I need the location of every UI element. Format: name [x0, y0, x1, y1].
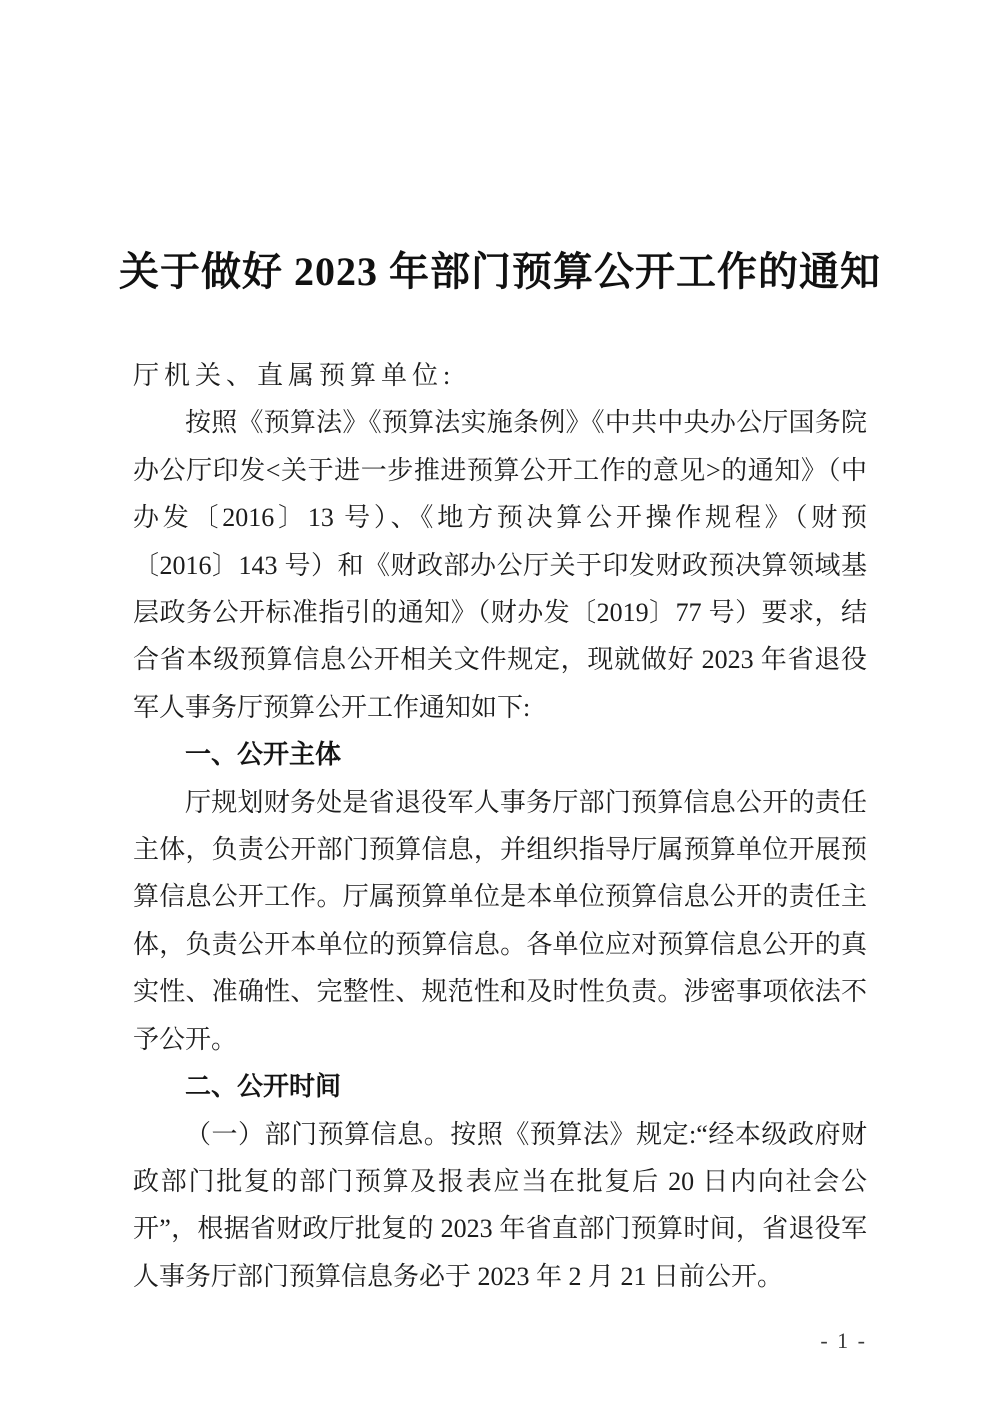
section-paragraph-disclosure-time: （一）部门预算信息。按照《预算法》规定:“经本级政府财政部门批复的部门预算及报表应当在批复后 20 日内向社会公开”，根据省财政厅批复的 2023 年省直部门预算时间，省退役军人事务厅部门预算信息务必于 2023 年 2 月 21 日前公开。 [133, 1119, 867, 1291]
salutation-line: 厅机关、直属预算单位: [133, 361, 456, 390]
section-heading-disclosure-time: 二、公开时间 [185, 1071, 342, 1102]
section-heading-disclosure-subject: 一、公开主体 [185, 739, 342, 770]
document-body [133, 352, 867, 1300]
section-paragraph-disclosure-subject: 厅规划财务处是省退役军人事务厅部门预算信息公开的责任主体，负责公开部门预算信息，并组织指导厅属预算单位开展预算信息公开工作。厅属预算单位是本单位预算信息公开的责任主体，负责公开本单位的预算信息。各单位应对预算信息公开的真实性、准确性、完整性、规范性和及时性负责。涉密事项依法不予公开。 [133, 787, 867, 1054]
page-number: - 1 - [820, 1328, 867, 1353]
document-title: 关于做好 2023 年部门预算公开工作的通知 [119, 249, 881, 294]
intro-paragraph: 按照《预算法》《预算法实施条例》《中共中央办公厅国务院办公厅印发<关于进一步推进预算公开工作的意见>的通知》（中办发〔2016〕13 号）、《地方预决算公开操作规程》（财预〔2016〕143 号）和《财政部办公厅关于印发财政预决算领域基层政务公开标准指引的通知》（财办发〔2019〕77 号）要求，结合省本级预算信息公开相关文件规定，现就做好 2023 年省退役军人事务厅预算公开工作通知如下: [133, 408, 867, 722]
